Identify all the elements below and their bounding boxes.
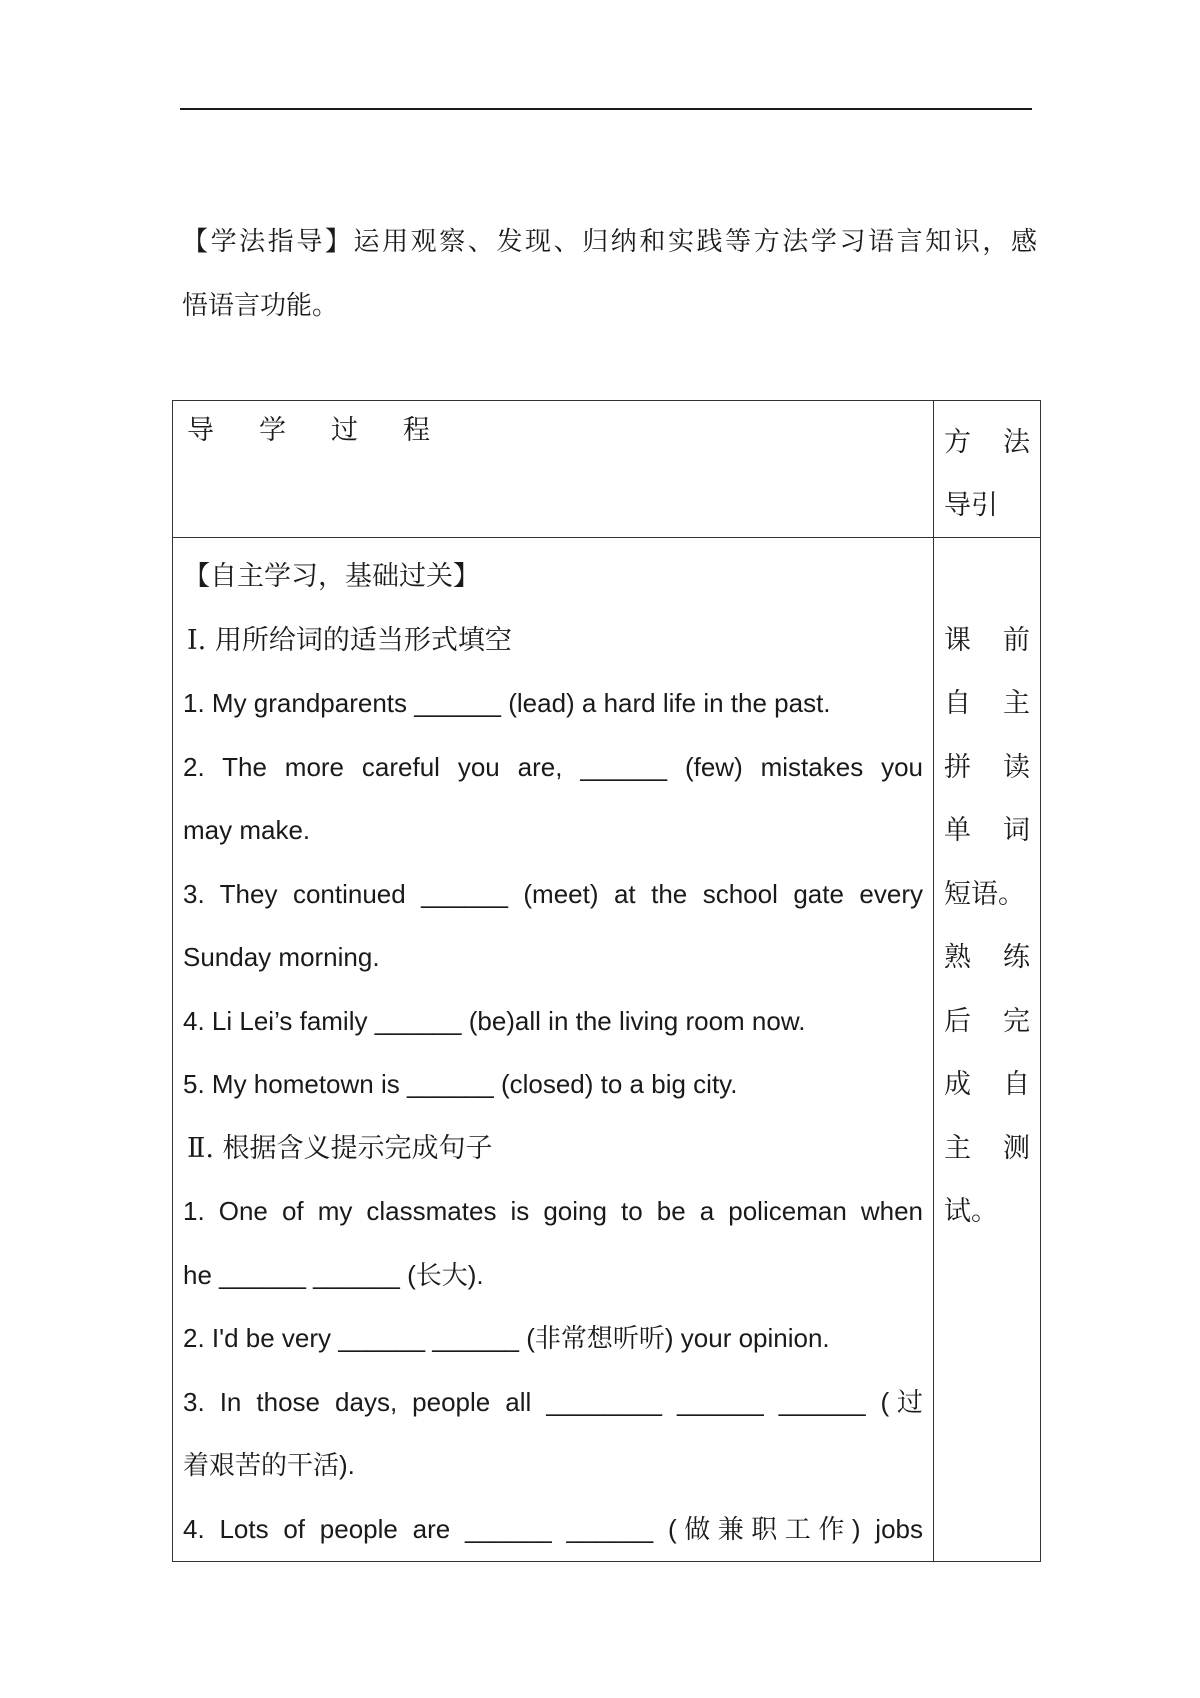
side-note-line: 自 主: [944, 688, 1030, 719]
header-char: 过: [331, 415, 358, 446]
exercise-line: 着艰苦的干活).: [183, 1450, 355, 1480]
side-note-line: 单 词: [944, 815, 1030, 846]
header-side-line-2: 导引: [944, 490, 998, 521]
content-side-cell: [934, 538, 1041, 1562]
section-heading: 【自主学习，基础过关】: [183, 561, 480, 592]
part-1-title: Ⅰ. 用所给词的适当形式填空: [187, 624, 512, 656]
header-side-char: 法: [1003, 427, 1030, 458]
exercise-line: 4. Lots of people are ______ ______ (做兼职工作) jobs: [183, 1513, 923, 1544]
exercise-line: 4. Li Lei’s family ______ (be)all in the living room now.: [183, 1005, 806, 1036]
side-note-line: 试。: [944, 1196, 998, 1227]
exercise-line: may make.: [183, 815, 311, 845]
side-note-line: 课 前: [944, 624, 1030, 656]
study-guide-line-2: 悟语言功能。: [182, 291, 339, 321]
exercise-line: 3. They continued ______ (meet) at the school gate every: [183, 878, 923, 909]
exercise-line: 5. My hometown is ______ (closed) to a big city.: [183, 1069, 738, 1099]
exercise-line: 2. The more careful you are, ______ (few) mistakes you: [183, 751, 923, 782]
part-2-title: Ⅱ. 根据含义提示完成句子: [187, 1132, 493, 1164]
exercise-line: 2. I'd be very ______ ______ (非常想听听) your opinion.: [183, 1323, 830, 1353]
header-char: 学: [259, 415, 286, 446]
exercise-line: he ______ ______ (长大).: [183, 1259, 484, 1290]
side-note-line: 短语。: [944, 878, 1025, 910]
study-guide-paragraph: [182, 210, 1037, 338]
header-side-char: 方: [944, 427, 971, 458]
header-char: 程: [403, 415, 430, 446]
side-note-line: 成 自: [944, 1069, 1030, 1100]
side-note-line: 后 完: [944, 1005, 1030, 1037]
exercise-line: 1. One of my classmates is going to be a policeman when: [183, 1196, 923, 1226]
side-note-line: 拼 读: [944, 751, 1030, 783]
exercise-line: Sunday morning.: [183, 942, 380, 972]
study-guide-line-1: 【学法指导】运用观察、发现、归纳和实践等方法学习语言知识，感: [182, 227, 1037, 257]
header-char: 导: [187, 415, 214, 446]
worksheet-table: [172, 400, 1041, 1562]
side-note-line: 主 测: [944, 1132, 1030, 1164]
side-note-line: 熟 练: [944, 942, 1030, 973]
content-main-cell: [173, 538, 934, 1562]
header-main-cell: [173, 401, 934, 538]
header-rule: [180, 108, 1032, 110]
header-side-cell: [934, 401, 1041, 538]
exercise-line: 3. In those days, people all ________ ______ ______ (过: [183, 1386, 923, 1417]
exercise-line: 1. My grandparents ______ (lead) a hard life in the past.: [183, 688, 831, 718]
